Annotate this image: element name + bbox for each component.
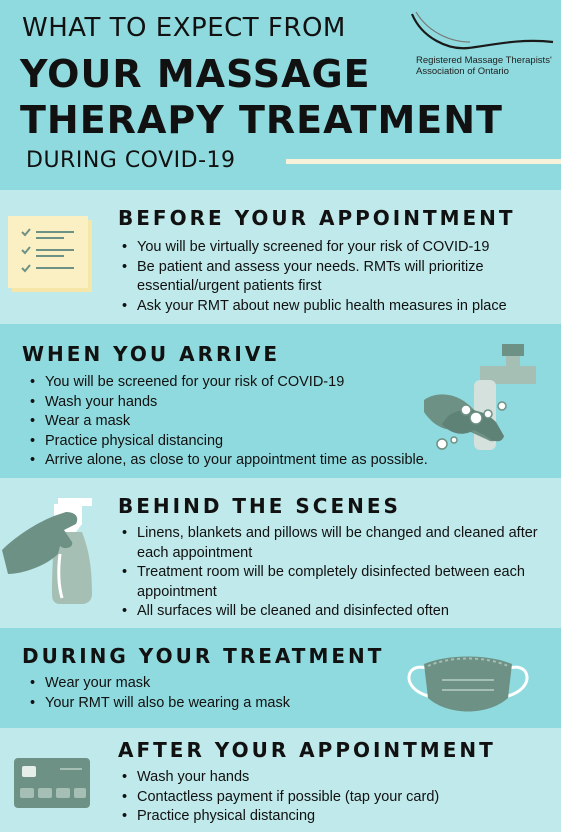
list-item: • Linens, blankets and pillows will be changed and cleaned after each appointment (120, 524, 545, 563)
list-item: • All surfaces will be cleaned and disinfected often (120, 602, 545, 622)
list-item: • Arrive alone, as close to your appointment time as possible. (28, 451, 448, 471)
handwashing-icon (418, 336, 548, 454)
notepad-icon (8, 214, 100, 296)
header (0, 0, 561, 190)
logo-line2: Association of Ontario (416, 66, 509, 77)
rmtao-logo-icon (408, 8, 558, 93)
list-item: • You will be screened for your risk of COVID-19 (28, 373, 448, 393)
section-before-appointment (0, 190, 561, 324)
section-title: WHEN YOU ARRIVE (22, 342, 280, 366)
bullet-list (120, 524, 545, 622)
header-pretitle: WHAT TO EXPECT FROM (22, 13, 346, 43)
list-item: • Wear your mask (28, 674, 388, 694)
section-title: DURING YOUR TREATMENT (22, 644, 385, 668)
section-during-treatment (0, 628, 561, 728)
header-title-line1: YOUR MASSAGE (20, 52, 371, 96)
bullet-list (28, 674, 388, 713)
bullet-list (120, 238, 545, 316)
header-divider-line (286, 159, 561, 164)
face-mask-icon (398, 648, 538, 720)
list-item: • Ask your RMT about new public health measures in place (120, 297, 545, 317)
header-subtitle: DURING COVID-19 (26, 148, 236, 173)
list-item: • Contactless payment if possible (tap your card) (120, 788, 545, 808)
logo-line1: Registered Massage Therapists' (416, 55, 552, 66)
list-item: • Wash your hands (28, 393, 448, 413)
section-title: BEHIND THE SCENES (118, 494, 401, 518)
bullet-list (28, 373, 448, 471)
payment-card-icon (14, 758, 90, 808)
section-behind-the-scenes (0, 478, 561, 628)
section-title: BEFORE YOUR APPOINTMENT (118, 206, 516, 230)
list-item: • Your RMT will also be wearing a mask (28, 694, 388, 714)
spray-bottle-icon (2, 494, 112, 606)
bullet-list (120, 768, 545, 827)
list-item: • Practice physical distancing (120, 807, 545, 827)
logo-text (416, 55, 556, 77)
section-after-appointment (0, 728, 561, 832)
list-item: • Practice physical distancing (28, 432, 448, 452)
list-item: • You will be virtually screened for your risk of COVID-19 (120, 238, 545, 258)
list-item: • Be patient and assess your needs. RMTs will prioritize essential/urgent patients first (120, 258, 545, 297)
list-item: • Treatment room will be completely disinfected between each appointment (120, 563, 545, 602)
list-item: • Wear a mask (28, 412, 448, 432)
header-title-line2: THERAPY TREATMENT (20, 98, 503, 142)
section-when-you-arrive (0, 324, 561, 478)
section-title: AFTER YOUR APPOINTMENT (118, 738, 496, 762)
list-item: • Wash your hands (120, 768, 545, 788)
